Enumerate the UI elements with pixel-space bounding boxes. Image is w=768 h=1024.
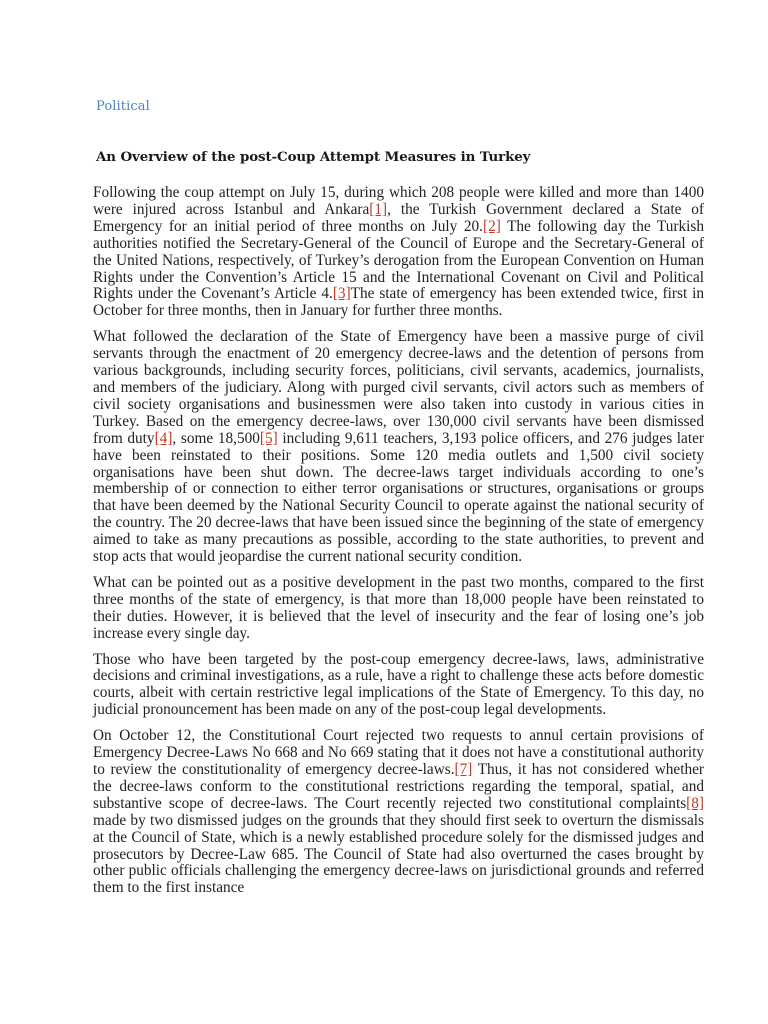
paragraph-text: What can be pointed out as a positive development in the past two months, compared to the first three months of the state of emergency, is that more than 18,000 people have been reinstated to their duties. However, it is believed that the level of insecurity and the fear of losing one’s job increase every single day. (93, 573, 704, 642)
paragraph-text: Those who have been targeted by the post-coup emergency decree-laws, laws, administrative decisions and criminal investigations, as a rule, have a right to challenge these acts before domestic courts, albeit with certain restrictive legal implications of the State of Emergency. To this day, no judicial pronouncement has been made on any of the post-coup legal developments. (93, 650, 704, 719)
footnote-link-4[interactable]: [4] (154, 429, 173, 447)
paragraph-4 (93, 652, 704, 720)
footnote-link-5[interactable]: [5] (259, 429, 278, 447)
paragraph-1 (93, 185, 704, 320)
document-title: An Overview of the post-Coup Attempt Measures in Turkey (96, 149, 531, 165)
footnote-link-1[interactable]: [1] (369, 200, 388, 218)
paragraph-text: , some 18,500 (172, 429, 260, 447)
paragraph-text: , the Turkish Government declared a State of Emergency for an initial period of three months on July 20. (93, 200, 704, 235)
paragraph-text: made by two dismissed judges on the grounds that they should first seek to overturn the dismissals at the Council of State, which is a newly established procedure solely for the dismissed judges and prosecutors by Decree-Law 685. The Council of State had also overturned the cases brought by other public officials challenging the emergency decree-laws on jurisdictional grounds and referred them to the first instance (93, 811, 704, 897)
footnote-link-3[interactable]: [3] (332, 285, 351, 303)
paragraph-text: On October 12, the Constitutional Court rejected two requests to annul certain provisions of Emergency Decree-Laws No 668 and No 669 stating that it does not have a constitutional authority to review the constitutionality of emergency decree-laws. (93, 727, 704, 778)
section-label: Political (96, 99, 150, 114)
footnote-link-8[interactable]: [8] (686, 794, 704, 812)
footnote-link-7[interactable]: [7] (454, 761, 473, 778)
paragraph-5 (93, 728, 704, 897)
paragraph-text: Following the coup attempt on July 15, during which 208 people were killed and more than 1400 were injured across Istanbul and Ankara (93, 184, 704, 218)
paragraph-text: The following day the Turkish authorities notified the Secretary-General of the Council of Europe and the Secretary-General of the United Nations, respectively, of Turkey’s derogation from the European Convention on Human Rights under the Convention’s Article 15 and the International Covenant on Civil and Political Rights under the Covenant’s Article 4. (93, 217, 704, 303)
article-body (93, 185, 704, 906)
paragraph-text: The state of emergency has been extended twice, first in October for three months, then in January for further three months. (93, 285, 704, 320)
paragraph-2 (93, 329, 704, 566)
paragraph-text: including 9,611 teachers, 3,193 police officers, and 276 judges later have been reinstated to their positions. Some 120 media outlets and 1,500 civil society organisations have been shut down. The decree-laws target individuals according to one’s membership of or connection to either terror organisations or structures, organisations or groups that have been deemed by the National Security Council to operate against the national security of the country. The 20 decree-laws that have been issued since the beginning of the state of emergency aimed to take as many precautions as possible, according to the state authorities, to prevent and stop acts that would jeopardise the current national security condition. (93, 429, 704, 566)
paragraph-3 (93, 575, 704, 643)
paragraph-text: Thus, it has not considered whether the decree-laws conform to the constitutional restrictions regarding the temporal, spatial, and substantive scope of decree-laws. The Court recently rejected two constitutional complaints (93, 761, 704, 812)
footnote-link-2[interactable]: [2] (482, 217, 501, 235)
paragraph-text: What followed the declaration of the State of Emergency have been a massive purge of civil servants through the enactment of 20 emergency decree-laws and the detention of persons from various backgrounds, including security forces, politicians, civil servants, academics, journalists, and members of the judiciary. Along with purged civil servants, civil actors such as members of civil society organisations and businessmen were also taken into custody in various cities in Turkey. Based on the emergency decree-laws, over 130,000 civil servants have been dismissed from duty (93, 328, 704, 447)
